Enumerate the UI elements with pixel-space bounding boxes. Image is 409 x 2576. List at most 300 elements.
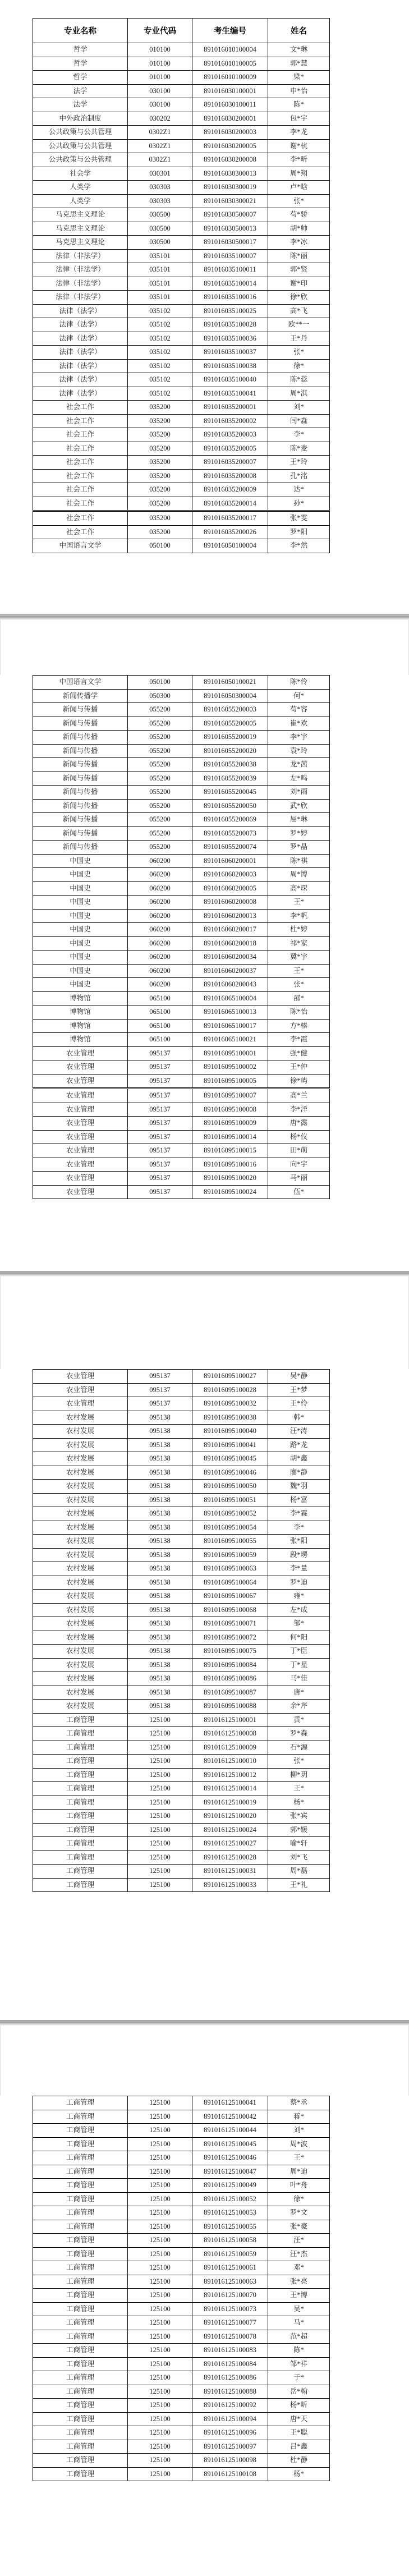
table-body: [33, 2096, 330, 2481]
major-name-cell: 工商管理: [33, 2220, 128, 2234]
candidate-id-cell: 891016050100021: [192, 676, 268, 690]
major-name-cell: 工商管理: [33, 2385, 128, 2399]
name-cell: 周*波: [268, 2137, 330, 2151]
major-code-cell: 055200: [128, 703, 192, 717]
major-code-cell: 0302Z1: [128, 153, 192, 167]
table-row: [33, 799, 330, 813]
candidate-id-cell: 891016035200014: [192, 497, 268, 511]
candidate-id-cell: 891016035200002: [192, 414, 268, 428]
major-name-cell: 农村发展: [33, 1438, 128, 1452]
candidate-id-cell: 891016125100049: [192, 2179, 268, 2193]
column-header: 专业名称: [33, 19, 128, 43]
major-name-cell: 农村发展: [33, 1480, 128, 1494]
major-code-cell: 095137: [128, 1158, 192, 1172]
name-cell: 杨*: [268, 1796, 330, 1810]
major-name-cell: 公共政策与公共管理: [33, 126, 128, 140]
major-code-cell: 125100: [128, 2110, 192, 2124]
column-header: 专业代码: [128, 19, 192, 43]
name-cell: 孔*洺: [268, 469, 330, 483]
name-cell: 罗*晶: [268, 841, 330, 855]
major-name-cell: 中国史: [33, 923, 128, 937]
major-name-cell: 新闻与传播: [33, 703, 128, 717]
candidate-id-cell: 891016125100052: [192, 2192, 268, 2206]
table-row: [33, 1172, 330, 1186]
table-row: [33, 1631, 330, 1645]
table-row: [33, 1397, 330, 1411]
major-code-cell: 095138: [128, 1438, 192, 1452]
major-name-cell: 中国语言文学: [33, 676, 128, 690]
major-code-cell: 095138: [128, 1466, 192, 1480]
candidate-id-cell: 891016030200001: [192, 112, 268, 126]
major-name-cell: 农村发展: [33, 1548, 128, 1562]
table-row: [33, 731, 330, 745]
major-code-cell: 030500: [128, 222, 192, 236]
table-row: [33, 950, 330, 965]
major-code-cell: 065100: [128, 1005, 192, 1020]
major-code-cell: 125100: [128, 2385, 192, 2399]
major-code-cell: 095138: [128, 1480, 192, 1494]
candidate-id-cell: 891016095100014: [192, 1130, 268, 1144]
name-cell: 周*翔: [268, 167, 330, 181]
candidate-id-cell: 891016095100087: [192, 1686, 268, 1700]
table-row: [33, 2192, 330, 2206]
table-body: [33, 1370, 330, 1892]
table-row: [33, 1823, 330, 1837]
major-code-cell: 125100: [128, 2096, 192, 2110]
candidate-id-cell: 891016095100001: [192, 1046, 268, 1060]
candidate-id-cell: 891016095100071: [192, 1617, 268, 1631]
page-4: [0, 2096, 409, 2576]
major-code-cell: 050100: [128, 676, 192, 690]
major-name-cell: 农业管理: [33, 1383, 128, 1397]
major-code-cell: 035102: [128, 304, 192, 318]
table-row: [33, 1033, 330, 1047]
candidate-id-cell: 891016035200001: [192, 401, 268, 415]
candidate-id-cell: 891016095100088: [192, 1700, 268, 1714]
name-cell: 范*超: [268, 2330, 330, 2344]
candidate-id-cell: 891016125100046: [192, 2151, 268, 2165]
name-cell: 吕*鑫: [268, 2440, 330, 2454]
table-row: [33, 1590, 330, 1604]
major-code-cell: 095137: [128, 1185, 192, 1199]
table-body: [33, 676, 330, 1199]
table-row: [33, 1411, 330, 1425]
table-row: [33, 744, 330, 758]
name-cell: 祁*家: [268, 936, 330, 950]
candidate-id-cell: 891016055200019: [192, 731, 268, 745]
name-cell: 李*帆: [268, 909, 330, 923]
major-name-cell: 法律（法学）: [33, 346, 128, 360]
page-2: [0, 675, 409, 1271]
major-name-cell: 公共政策与公共管理: [33, 153, 128, 167]
table-row: [33, 1019, 330, 1033]
table-row: [33, 991, 330, 1005]
major-code-cell: 095138: [128, 1645, 192, 1659]
major-code-cell: 095137: [128, 1130, 192, 1144]
table-row: [33, 1617, 330, 1631]
major-name-cell: 法律（非法学）: [33, 249, 128, 263]
candidate-id-cell: 891016030200005: [192, 139, 268, 153]
major-code-cell: 035102: [128, 318, 192, 332]
table-row: [33, 1383, 330, 1397]
name-cell: 左*成: [268, 1603, 330, 1617]
major-name-cell: 农业管理: [33, 1060, 128, 1075]
candidate-id-cell: 891016030300019: [192, 181, 268, 195]
major-code-cell: 125100: [128, 2179, 192, 2193]
major-name-cell: 农村发展: [33, 1645, 128, 1659]
candidate-id-cell: 891016095100002: [192, 1060, 268, 1075]
major-name-cell: 法律（法学）: [33, 318, 128, 332]
candidate-id-cell: 891016050100004: [192, 539, 268, 553]
major-name-cell: 农村发展: [33, 1590, 128, 1604]
name-cell: 张*阳: [268, 1535, 330, 1549]
major-code-cell: 060200: [128, 964, 192, 978]
major-name-cell: 社会工作: [33, 401, 128, 415]
table-row: [33, 854, 330, 868]
major-name-cell: 新闻与传播: [33, 744, 128, 758]
candidate-id-cell: 891016010100009: [192, 71, 268, 85]
major-code-cell: 065100: [128, 1019, 192, 1033]
major-name-cell: 中国史: [33, 936, 128, 950]
major-code-cell: 125100: [128, 1796, 192, 1810]
table-row: [33, 98, 330, 112]
admission-table-page-3: [33, 1369, 330, 1892]
name-cell: 杜*静: [268, 2454, 330, 2468]
major-code-cell: 055200: [128, 786, 192, 800]
candidate-id-cell: 891016125100024: [192, 1823, 268, 1837]
major-name-cell: 社会工作: [33, 428, 128, 442]
major-name-cell: 工商管理: [33, 2151, 128, 2165]
major-name-cell: 工商管理: [33, 2344, 128, 2358]
candidate-id-cell: 891016125100019: [192, 1796, 268, 1810]
table-row: [33, 936, 330, 950]
table-row: [33, 1480, 330, 1494]
major-name-cell: 中国史: [33, 964, 128, 978]
table-row: [33, 126, 330, 140]
major-code-cell: 095137: [128, 1046, 192, 1060]
major-code-cell: 125100: [128, 1837, 192, 1851]
candidate-id-cell: 891016065100013: [192, 1005, 268, 1020]
major-code-cell: 055200: [128, 744, 192, 758]
name-cell: 岳*翰: [268, 2385, 330, 2399]
major-name-cell: 新闻与传播: [33, 758, 128, 772]
candidate-id-cell: 891016095100054: [192, 1521, 268, 1535]
candidate-id-cell: 891016030100001: [192, 84, 268, 98]
name-cell: 王*: [268, 2151, 330, 2165]
major-code-cell: 095138: [128, 1590, 192, 1604]
major-code-cell: 095138: [128, 1672, 192, 1686]
major-code-cell: 095137: [128, 1144, 192, 1158]
name-cell: 罗*阳: [268, 525, 330, 539]
name-cell: 魏*羽: [268, 1480, 330, 1494]
candidate-id-cell: 891016125100088: [192, 2385, 268, 2399]
name-cell: 王*: [268, 964, 330, 978]
major-name-cell: 工商管理: [33, 1878, 128, 1892]
major-name-cell: 工商管理: [33, 2454, 128, 2468]
name-cell: 李*霖: [268, 1507, 330, 1521]
name-cell: 张*雯: [268, 511, 330, 526]
major-name-cell: 工商管理: [33, 2275, 128, 2289]
name-cell: 李*龙: [268, 126, 330, 140]
page-separator: [0, 1271, 409, 1276]
major-name-cell: 农村发展: [33, 1507, 128, 1521]
name-cell: 郭*贤: [268, 263, 330, 277]
table-row: [33, 2179, 330, 2193]
candidate-id-cell: 891016030500007: [192, 208, 268, 222]
table-header: [33, 19, 330, 43]
name-cell: 崔*欢: [268, 717, 330, 731]
table-row: [33, 139, 330, 153]
major-code-cell: 095137: [128, 1172, 192, 1186]
candidate-id-cell: 891016055200003: [192, 703, 268, 717]
candidate-id-cell: 891016060200043: [192, 978, 268, 992]
table-row: [33, 1727, 330, 1741]
column-header: 考生编号: [192, 19, 268, 43]
candidate-id-cell: 891016125100012: [192, 1768, 268, 1782]
name-cell: 蒋*: [268, 2110, 330, 2124]
candidate-id-cell: 891016050300004: [192, 689, 268, 703]
name-cell: 张*: [268, 194, 330, 208]
admission-table-page-1: [33, 18, 330, 553]
major-name-cell: 新闻与传播: [33, 813, 128, 827]
name-cell: 张*宾: [268, 1810, 330, 1824]
major-code-cell: 125100: [128, 2275, 192, 2289]
table-row: [33, 2289, 330, 2303]
major-name-cell: 农村发展: [33, 1631, 128, 1645]
admission-table-page-2: [33, 675, 330, 1199]
table-row: [33, 1103, 330, 1117]
column-header: 姓名: [268, 19, 330, 43]
name-cell: 徐*屿: [268, 1074, 330, 1089]
major-name-cell: 工商管理: [33, 2371, 128, 2385]
name-cell: 张*: [268, 1755, 330, 1769]
major-name-cell: 法律（法学）: [33, 373, 128, 387]
table-row: [33, 896, 330, 910]
candidate-id-cell: 891016125100047: [192, 2165, 268, 2179]
major-code-cell: 055200: [128, 826, 192, 841]
candidate-id-cell: 891016095100009: [192, 1117, 268, 1131]
name-cell: 陈*: [268, 98, 330, 112]
major-name-cell: 农村发展: [33, 1603, 128, 1617]
candidate-id-cell: 891016095100027: [192, 1370, 268, 1384]
candidate-id-cell: 891016055200073: [192, 826, 268, 841]
major-code-cell: 095137: [128, 1089, 192, 1103]
candidate-id-cell: 891016060200037: [192, 964, 268, 978]
major-name-cell: 工商管理: [33, 1851, 128, 1865]
major-name-cell: 工商管理: [33, 2302, 128, 2316]
candidate-id-cell: 891016125100045: [192, 2137, 268, 2151]
candidate-id-cell: 891016125100053: [192, 2206, 268, 2220]
major-code-cell: 035200: [128, 469, 192, 483]
table-row: [33, 1466, 330, 1480]
name-cell: 杨*: [268, 2467, 330, 2481]
major-name-cell: 哲学: [33, 43, 128, 57]
major-code-cell: 125100: [128, 2165, 192, 2179]
major-code-cell: 095137: [128, 1383, 192, 1397]
candidate-id-cell: 891016095100038: [192, 1411, 268, 1425]
major-code-cell: 125100: [128, 2344, 192, 2358]
major-name-cell: 工商管理: [33, 2165, 128, 2179]
candidate-id-cell: 891016030500017: [192, 236, 268, 250]
candidate-id-cell: 891016055200069: [192, 813, 268, 827]
major-code-cell: 035102: [128, 359, 192, 373]
major-code-cell: 095138: [128, 1700, 192, 1714]
name-cell: 欧**一: [268, 318, 330, 332]
candidate-id-cell: 891016125100070: [192, 2289, 268, 2303]
table-row: [33, 1370, 330, 1384]
table-row: [33, 2247, 330, 2261]
candidate-id-cell: 891016055200020: [192, 744, 268, 758]
table-row: [33, 1741, 330, 1755]
table-row: [33, 2412, 330, 2426]
table-row: [33, 1645, 330, 1659]
table-body: [33, 43, 330, 553]
name-cell: 石*源: [268, 1741, 330, 1755]
candidate-id-cell: 891016125100098: [192, 2454, 268, 2468]
table-row: [33, 373, 330, 387]
major-name-cell: 博物馆: [33, 1033, 128, 1047]
major-code-cell: 030100: [128, 84, 192, 98]
major-code-cell: 035200: [128, 428, 192, 442]
candidate-id-cell: 891016125100061: [192, 2261, 268, 2275]
major-code-cell: 125100: [128, 2124, 192, 2138]
name-cell: 罗*文: [268, 2206, 330, 2220]
major-code-cell: 095137: [128, 1370, 192, 1384]
major-code-cell: 055200: [128, 772, 192, 786]
name-cell: 李*冰: [268, 236, 330, 250]
name-cell: 邓*: [268, 2261, 330, 2275]
table-row: [33, 1713, 330, 1727]
candidate-id-cell: 891016060200008: [192, 896, 268, 910]
candidate-id-cell: 891016035200003: [192, 428, 268, 442]
name-cell: 张*豪: [268, 2220, 330, 2234]
candidate-id-cell: 891016035100036: [192, 332, 268, 346]
major-code-cell: 095138: [128, 1686, 192, 1700]
major-code-cell: 0302Z1: [128, 126, 192, 140]
major-name-cell: 公共政策与公共管理: [33, 139, 128, 153]
major-code-cell: 125100: [128, 2316, 192, 2330]
major-name-cell: 中国史: [33, 854, 128, 868]
name-cell: 马*: [268, 2316, 330, 2330]
major-name-cell: 法律（法学）: [33, 387, 128, 401]
candidate-id-cell: 891016095100032: [192, 1397, 268, 1411]
major-code-cell: 035200: [128, 497, 192, 511]
name-cell: 刘*: [268, 401, 330, 415]
table-row: [33, 71, 330, 85]
major-name-cell: 中国史: [33, 909, 128, 923]
candidate-id-cell: 891016125100001: [192, 1713, 268, 1727]
name-cell: 张*: [268, 978, 330, 992]
table-row: [33, 2385, 330, 2399]
name-cell: 李*: [268, 428, 330, 442]
table-row: [33, 881, 330, 896]
major-code-cell: 095138: [128, 1425, 192, 1439]
name-cell: 陈*怡: [268, 1005, 330, 1020]
name-cell: 刘*雨: [268, 786, 330, 800]
major-name-cell: 工商管理: [33, 2110, 128, 2124]
candidate-id-cell: 891016055200045: [192, 786, 268, 800]
major-name-cell: 社会工作: [33, 525, 128, 539]
candidate-id-cell: 891016095100063: [192, 1562, 268, 1576]
major-code-cell: 035102: [128, 373, 192, 387]
major-name-cell: 工商管理: [33, 1782, 128, 1796]
major-code-cell: 125100: [128, 1741, 192, 1755]
major-name-cell: 法律（非法学）: [33, 263, 128, 277]
name-cell: 喻*轩: [268, 1837, 330, 1851]
candidate-id-cell: 891016035200007: [192, 456, 268, 470]
name-cell: 王*梦: [268, 1383, 330, 1397]
major-code-cell: 060200: [128, 909, 192, 923]
name-cell: 邹*: [268, 1617, 330, 1631]
major-code-cell: 095138: [128, 1603, 192, 1617]
major-code-cell: 125100: [128, 2399, 192, 2413]
major-code-cell: 030500: [128, 208, 192, 222]
candidate-id-cell: 891016055200005: [192, 717, 268, 731]
table-row: [33, 1878, 330, 1892]
major-name-cell: 法律（法学）: [33, 359, 128, 373]
name-cell: 袁*玲: [268, 744, 330, 758]
candidate-id-cell: 891016095100068: [192, 1603, 268, 1617]
candidate-id-cell: 891016065100017: [192, 1019, 268, 1033]
table-row: [33, 2357, 330, 2371]
name-cell: 李*昕: [268, 153, 330, 167]
candidate-id-cell: 891016125100097: [192, 2440, 268, 2454]
table-row: [33, 2467, 330, 2481]
major-code-cell: 055200: [128, 731, 192, 745]
major-name-cell: 法律（非法学）: [33, 291, 128, 305]
candidate-id-cell: 891016060200005: [192, 881, 268, 896]
table-row: [33, 1658, 330, 1672]
major-code-cell: 030303: [128, 181, 192, 195]
candidate-id-cell: 891016095100050: [192, 1480, 268, 1494]
table-row: [33, 1548, 330, 1562]
candidate-id-cell: 891016055200050: [192, 799, 268, 813]
candidate-id-cell: 891016125100027: [192, 1837, 268, 1851]
major-code-cell: 125100: [128, 2206, 192, 2220]
name-cell: 闫*淼: [268, 414, 330, 428]
name-cell: 刘*: [268, 2124, 330, 2138]
name-cell: 胡*鑫: [268, 1452, 330, 1466]
major-code-cell: 125100: [128, 2247, 192, 2261]
candidate-id-cell: 891016095100051: [192, 1493, 268, 1507]
major-name-cell: 农村发展: [33, 1672, 128, 1686]
candidate-id-cell: 891016055200039: [192, 772, 268, 786]
table-row: [33, 2371, 330, 2385]
name-cell: 柳*玥: [268, 1768, 330, 1782]
major-name-cell: 法律（法学）: [33, 304, 128, 318]
table-row: [33, 414, 330, 428]
candidate-id-cell: 891016030200008: [192, 153, 268, 167]
candidate-id-cell: 891016095100007: [192, 1089, 268, 1103]
major-code-cell: 125100: [128, 1823, 192, 1837]
table-row: [33, 57, 330, 71]
candidate-id-cell: 891016125100078: [192, 2330, 268, 2344]
major-code-cell: 095138: [128, 1631, 192, 1645]
major-name-cell: 社会工作: [33, 483, 128, 497]
table-row: [33, 909, 330, 923]
table-row: [33, 2344, 330, 2358]
major-code-cell: 035102: [128, 387, 192, 401]
table-row: [33, 2206, 330, 2220]
major-name-cell: 农村发展: [33, 1617, 128, 1631]
page-1: [0, 18, 409, 614]
candidate-id-cell: 891016035100025: [192, 304, 268, 318]
table-row: [33, 1493, 330, 1507]
major-code-cell: 010100: [128, 57, 192, 71]
major-name-cell: 农业管理: [33, 1103, 128, 1117]
candidate-id-cell: 891016010100004: [192, 43, 268, 57]
major-code-cell: 095138: [128, 1507, 192, 1521]
